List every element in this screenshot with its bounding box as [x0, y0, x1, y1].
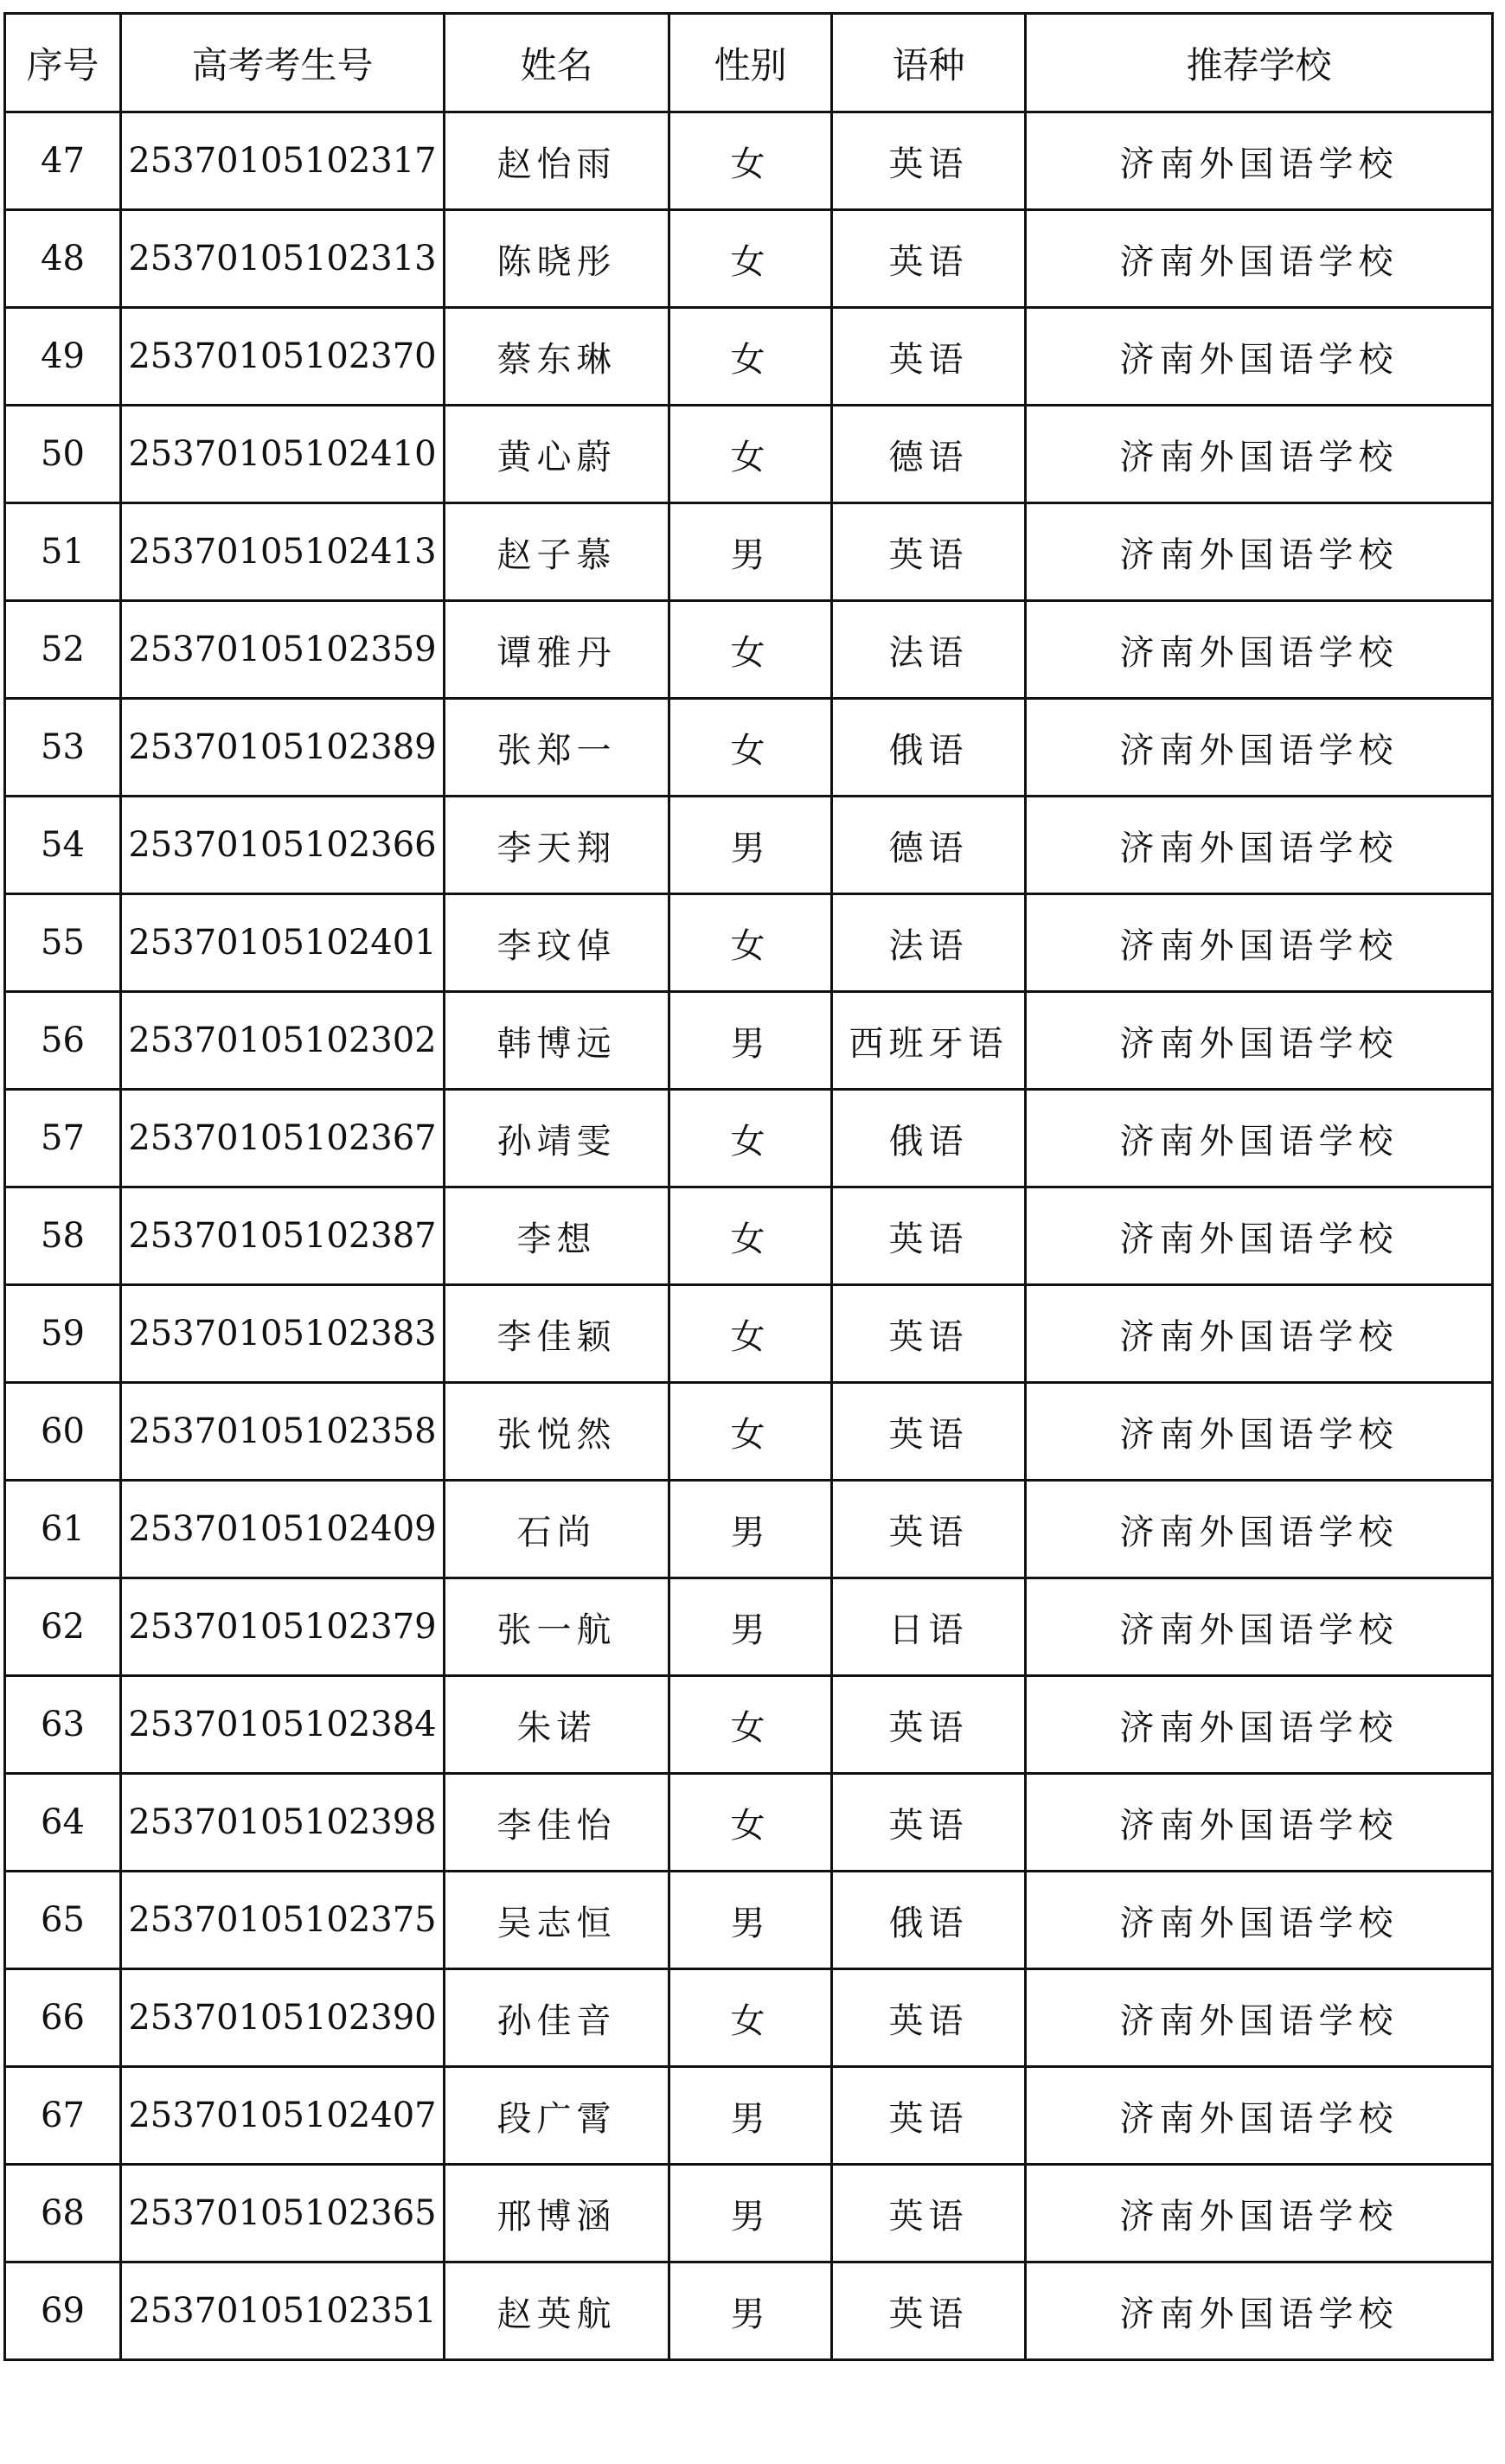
cell-seq: 59 — [5, 1285, 121, 1383]
cell-gender: 女 — [669, 1676, 832, 1774]
table-row — [5, 601, 1493, 699]
cell-exam-id: 25370105102407 — [121, 2067, 445, 2165]
cell-language: 英语 — [832, 2067, 1026, 2165]
cell-name: 赵英航 — [445, 2262, 669, 2360]
cell-name: 孙佳音 — [445, 1969, 669, 2067]
cell-seq: 57 — [5, 1090, 121, 1187]
cell-language: 德语 — [832, 406, 1026, 503]
cell-language: 英语 — [832, 503, 1026, 601]
cell-language: 英语 — [832, 2262, 1026, 2360]
cell-language: 英语 — [832, 2165, 1026, 2262]
cell-seq: 58 — [5, 1187, 121, 1285]
cell-language: 英语 — [832, 1383, 1026, 1481]
cell-school: 济南外国语学校 — [1026, 1481, 1493, 1578]
table-row — [5, 1285, 1493, 1383]
cell-school: 济南外国语学校 — [1026, 2165, 1493, 2262]
table-row — [5, 503, 1493, 601]
cell-exam-id: 25370105102370 — [121, 308, 445, 406]
table-row — [5, 1481, 1493, 1578]
cell-name: 张一航 — [445, 1578, 669, 1676]
cell-school: 济南外国语学校 — [1026, 406, 1493, 503]
cell-language: 西班牙语 — [832, 992, 1026, 1090]
cell-gender: 女 — [669, 1285, 832, 1383]
cell-language: 俄语 — [832, 1090, 1026, 1187]
cell-name: 黄心蔚 — [445, 406, 669, 503]
cell-gender: 女 — [669, 406, 832, 503]
cell-school: 济南外国语学校 — [1026, 1676, 1493, 1774]
cell-school: 济南外国语学校 — [1026, 1383, 1493, 1481]
cell-language: 英语 — [832, 210, 1026, 308]
table-body — [5, 112, 1493, 2360]
cell-language: 英语 — [832, 1676, 1026, 1774]
cell-language: 英语 — [832, 308, 1026, 406]
cell-school: 济南外国语学校 — [1026, 503, 1493, 601]
cell-seq: 64 — [5, 1774, 121, 1872]
header-seq: 序号 — [5, 14, 121, 112]
cell-gender: 女 — [669, 210, 832, 308]
header-name: 姓名 — [445, 14, 669, 112]
header-language: 语种 — [832, 14, 1026, 112]
cell-name: 李天翔 — [445, 797, 669, 894]
cell-seq: 67 — [5, 2067, 121, 2165]
cell-exam-id: 25370105102379 — [121, 1578, 445, 1676]
cell-gender: 男 — [669, 1481, 832, 1578]
cell-name: 李佳怡 — [445, 1774, 669, 1872]
cell-name: 孙靖雯 — [445, 1090, 669, 1187]
cell-exam-id: 25370105102413 — [121, 503, 445, 601]
cell-gender: 女 — [669, 601, 832, 699]
cell-language: 法语 — [832, 601, 1026, 699]
cell-seq: 53 — [5, 699, 121, 797]
cell-name: 李想 — [445, 1187, 669, 1285]
table-row — [5, 1774, 1493, 1872]
cell-name: 李玟倬 — [445, 894, 669, 992]
cell-seq: 49 — [5, 308, 121, 406]
table-row — [5, 1578, 1493, 1676]
cell-name: 段广霄 — [445, 2067, 669, 2165]
cell-name: 朱诺 — [445, 1676, 669, 1774]
cell-school: 济南外国语学校 — [1026, 797, 1493, 894]
header-exam-id: 高考考生号 — [121, 14, 445, 112]
cell-school: 济南外国语学校 — [1026, 2067, 1493, 2165]
cell-gender: 女 — [669, 1090, 832, 1187]
cell-seq: 60 — [5, 1383, 121, 1481]
table-row — [5, 797, 1493, 894]
cell-exam-id: 25370105102410 — [121, 406, 445, 503]
cell-seq: 68 — [5, 2165, 121, 2262]
cell-school: 济南外国语学校 — [1026, 601, 1493, 699]
cell-exam-id: 25370105102401 — [121, 894, 445, 992]
cell-seq: 69 — [5, 2262, 121, 2360]
cell-gender: 男 — [669, 1872, 832, 1969]
table-row — [5, 2262, 1493, 2360]
cell-school: 济南外国语学校 — [1026, 210, 1493, 308]
cell-seq: 63 — [5, 1676, 121, 1774]
cell-gender: 男 — [669, 1578, 832, 1676]
table-row — [5, 112, 1493, 210]
cell-language: 德语 — [832, 797, 1026, 894]
cell-school: 济南外国语学校 — [1026, 1187, 1493, 1285]
cell-gender: 女 — [669, 1187, 832, 1285]
cell-name: 吴志恒 — [445, 1872, 669, 1969]
cell-gender: 男 — [669, 2165, 832, 2262]
cell-exam-id: 25370105102359 — [121, 601, 445, 699]
cell-school: 济南外国语学校 — [1026, 894, 1493, 992]
cell-gender: 女 — [669, 112, 832, 210]
table-row — [5, 1187, 1493, 1285]
cell-name: 韩博远 — [445, 992, 669, 1090]
cell-gender: 男 — [669, 797, 832, 894]
cell-seq: 62 — [5, 1578, 121, 1676]
cell-name: 谭雅丹 — [445, 601, 669, 699]
table-row — [5, 1969, 1493, 2067]
cell-exam-id: 25370105102383 — [121, 1285, 445, 1383]
cell-name: 李佳颖 — [445, 1285, 669, 1383]
cell-school: 济南外国语学校 — [1026, 308, 1493, 406]
cell-name: 张郑一 — [445, 699, 669, 797]
cell-seq: 50 — [5, 406, 121, 503]
cell-exam-id: 25370105102358 — [121, 1383, 445, 1481]
cell-seq: 56 — [5, 992, 121, 1090]
cell-name: 蔡东琳 — [445, 308, 669, 406]
table-row — [5, 2165, 1493, 2262]
cell-seq: 65 — [5, 1872, 121, 1969]
cell-exam-id: 25370105102313 — [121, 210, 445, 308]
cell-language: 俄语 — [832, 699, 1026, 797]
table-header-row — [5, 14, 1493, 112]
cell-exam-id: 25370105102375 — [121, 1872, 445, 1969]
cell-gender: 女 — [669, 1383, 832, 1481]
cell-name: 赵子慕 — [445, 503, 669, 601]
cell-exam-id: 25370105102351 — [121, 2262, 445, 2360]
cell-seq: 51 — [5, 503, 121, 601]
table-row — [5, 406, 1493, 503]
cell-language: 英语 — [832, 1774, 1026, 1872]
cell-seq: 66 — [5, 1969, 121, 2067]
table-row — [5, 1872, 1493, 1969]
cell-seq: 48 — [5, 210, 121, 308]
cell-language: 英语 — [832, 112, 1026, 210]
cell-name: 石尚 — [445, 1481, 669, 1578]
cell-gender: 女 — [669, 308, 832, 406]
cell-school: 济南外国语学校 — [1026, 1090, 1493, 1187]
cell-name: 邢博涵 — [445, 2165, 669, 2262]
cell-gender: 女 — [669, 1774, 832, 1872]
cell-seq: 52 — [5, 601, 121, 699]
cell-school: 济南外国语学校 — [1026, 1969, 1493, 2067]
cell-seq: 55 — [5, 894, 121, 992]
cell-gender: 男 — [669, 2262, 832, 2360]
cell-school: 济南外国语学校 — [1026, 2262, 1493, 2360]
cell-school: 济南外国语学校 — [1026, 1774, 1493, 1872]
table-row — [5, 699, 1493, 797]
cell-seq: 47 — [5, 112, 121, 210]
table-row — [5, 1676, 1493, 1774]
table-row — [5, 992, 1493, 1090]
table-row — [5, 308, 1493, 406]
cell-language: 英语 — [832, 1187, 1026, 1285]
cell-name: 陈晓彤 — [445, 210, 669, 308]
cell-school: 济南外国语学校 — [1026, 1578, 1493, 1676]
cell-exam-id: 25370105102317 — [121, 112, 445, 210]
cell-language: 法语 — [832, 894, 1026, 992]
table-row — [5, 1090, 1493, 1187]
cell-exam-id: 25370105102389 — [121, 699, 445, 797]
cell-school: 济南外国语学校 — [1026, 1872, 1493, 1969]
cell-exam-id: 25370105102398 — [121, 1774, 445, 1872]
cell-gender: 女 — [669, 1969, 832, 2067]
cell-language: 俄语 — [832, 1872, 1026, 1969]
cell-exam-id: 25370105102366 — [121, 797, 445, 894]
cell-school: 济南外国语学校 — [1026, 699, 1493, 797]
cell-school: 济南外国语学校 — [1026, 1285, 1493, 1383]
cell-exam-id: 25370105102387 — [121, 1187, 445, 1285]
cell-gender: 女 — [669, 699, 832, 797]
cell-gender: 男 — [669, 503, 832, 601]
cell-gender: 男 — [669, 2067, 832, 2165]
table-row — [5, 210, 1493, 308]
cell-school: 济南外国语学校 — [1026, 112, 1493, 210]
table-row — [5, 2067, 1493, 2165]
header-gender: 性别 — [669, 14, 832, 112]
table-row — [5, 894, 1493, 992]
cell-school: 济南外国语学校 — [1026, 992, 1493, 1090]
cell-exam-id: 25370105102409 — [121, 1481, 445, 1578]
cell-seq: 54 — [5, 797, 121, 894]
cell-language: 英语 — [832, 1481, 1026, 1578]
cell-gender: 女 — [669, 894, 832, 992]
recommendation-table — [3, 12, 1494, 2361]
cell-language: 英语 — [832, 1285, 1026, 1383]
header-school: 推荐学校 — [1026, 14, 1493, 112]
cell-language: 英语 — [832, 1969, 1026, 2067]
cell-name: 赵怡雨 — [445, 112, 669, 210]
cell-exam-id: 25370105102302 — [121, 992, 445, 1090]
cell-exam-id: 25370105102384 — [121, 1676, 445, 1774]
cell-seq: 61 — [5, 1481, 121, 1578]
cell-exam-id: 25370105102365 — [121, 2165, 445, 2262]
cell-exam-id: 25370105102390 — [121, 1969, 445, 2067]
cell-name: 张悦然 — [445, 1383, 669, 1481]
table-row — [5, 1383, 1493, 1481]
cell-language: 日语 — [832, 1578, 1026, 1676]
cell-gender: 男 — [669, 992, 832, 1090]
cell-exam-id: 25370105102367 — [121, 1090, 445, 1187]
